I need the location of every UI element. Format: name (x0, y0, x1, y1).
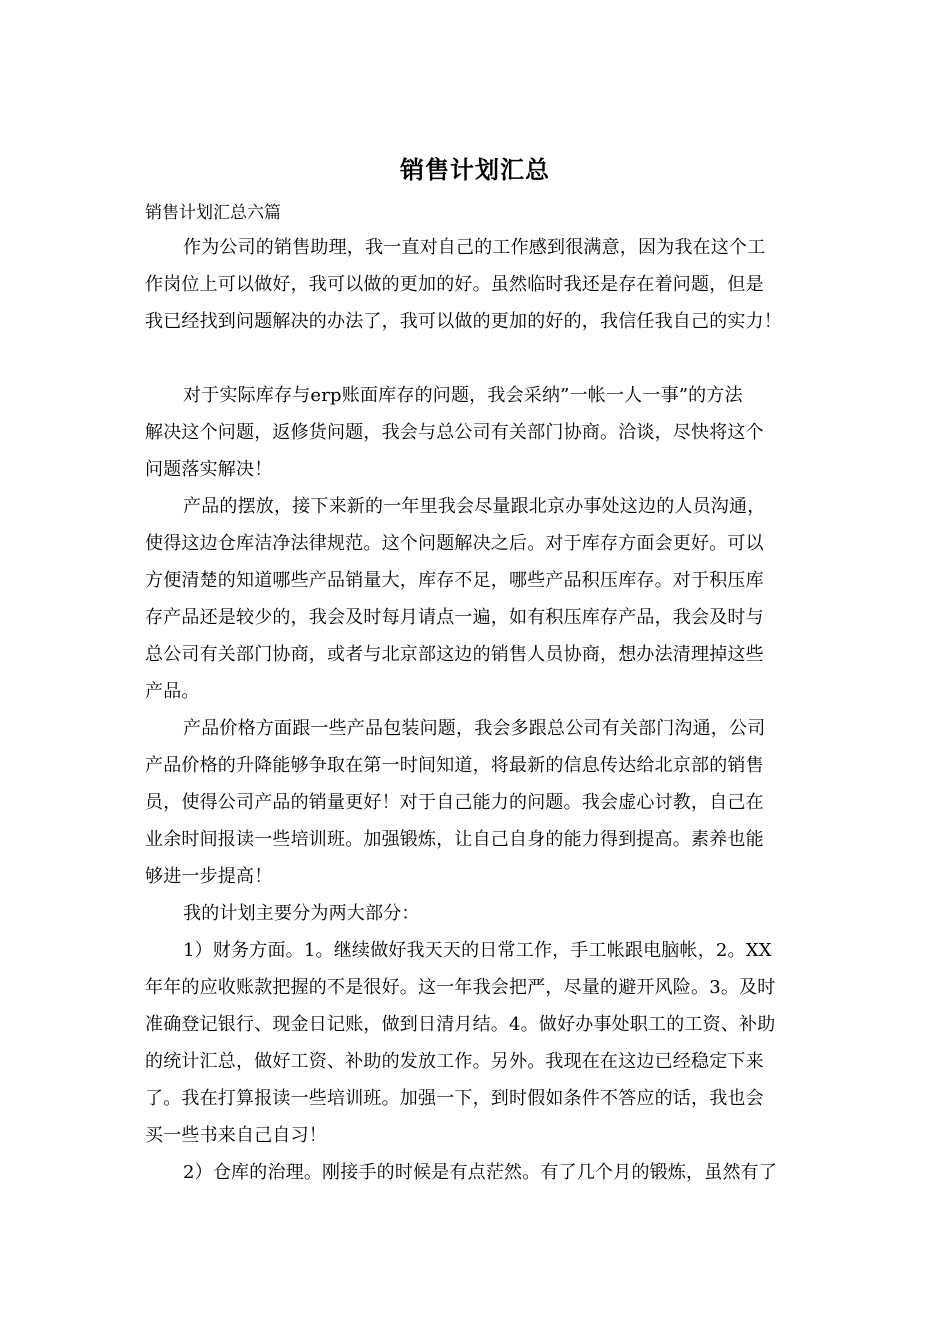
paragraph-line: 1）财务方面。1。继续做好我天天的日常工作，手工帐跟电脑帐，2。XX (183, 940, 772, 961)
paragraph-line: 解决这个问题，返修货问题，我会与总公司有关部门协商。洽谈，尽快将这个 (145, 422, 764, 443)
paragraph-line: 了。我在打算报读一些培训班。加强一下，到时假如条件不答应的话，我也会 (145, 1088, 764, 1109)
paragraph-line: 产品价格方面跟一些产品包装问题，我会多跟总公司有关部门沟通，公司 (183, 718, 766, 739)
paragraph-line: 买一些书来自己自习！ (145, 1125, 327, 1146)
paragraph-line: 产品价格的升降能够争取在第一时间知道，将最新的信息传达给北京部的销售 (145, 755, 764, 776)
paragraph-line: 使得这边仓库洁净法律规范。这个问题解决之后。对于库存方面会更好。可以 (145, 533, 764, 554)
document-subtitle: 销售计划汇总六篇 (145, 203, 281, 223)
paragraph-line: 作为公司的销售助理，我一直对自己的工作感到很满意，因为我在这个工 (183, 237, 766, 258)
paragraph-line: 作岗位上可以做好，我可以做的更加的好。虽然临时我还是存在着问题，但是 (145, 274, 764, 295)
paragraph (145, 710, 825, 895)
paragraph-line: 业余时间报读一些培训班。加强锻炼，让自己自身的能力得到提高。素养也能 (145, 829, 764, 850)
paragraph-line: 对于实际库存与erp账面库存的问题，我会采纳”一帐一人一事”的方法 (183, 385, 743, 406)
paragraph-line: 准确登记银行、现金日记账，做到日清月结。4。做好办事处职工的工资、补助 (145, 1014, 776, 1035)
paragraph (145, 377, 825, 488)
paragraph-line: 存产品还是较少的，我会及时每月请点一遍，如有积压库存产品，我会及时与 (145, 607, 764, 628)
paragraph-line: 年年的应收账款把握的不是很好。这一年我会把严，尽量的避开风险。3。及时 (145, 977, 776, 998)
paragraph-line: 员，使得公司产品的销量更好！对于自己能力的问题。我会虚心讨教，自己在 (145, 792, 764, 813)
paragraph-line: 问题落实解决！ (145, 459, 273, 480)
paragraph (145, 895, 825, 932)
blank-line (145, 340, 825, 377)
paragraph-line: 我的计划主要分为两大部分： (183, 903, 420, 924)
document-body (145, 197, 825, 1191)
document-title: 销售计划汇总 (400, 155, 550, 184)
paragraph-line: 方便清楚的知道哪些产品销量大，库存不足，哪些产品积压库存。对于积压库 (145, 570, 764, 591)
paragraph-line: 的统计汇总，做好工资、补助的发放工作。另外。我现在在这边已经稳定下来 (145, 1051, 764, 1072)
paragraph (145, 229, 825, 340)
paragraph-line: 2）仓库的治理。刚接手的时候是有点茫然。有了几个月的锻炼，虽然有了 (183, 1162, 778, 1183)
paragraph-line: 产品的摆放，接下来新的一年里我会尽量跟北京办事处这边的人员沟通， (183, 496, 766, 517)
paragraph (145, 932, 825, 1154)
paragraph-line: 总公司有关部门协商，或者与北京部这边的销售人员协商，想办法清理掉这些 (145, 644, 764, 665)
paragraph-line: 产品。 (145, 681, 200, 702)
paragraph (145, 488, 825, 710)
paragraph-line: 够进一步提高！ (145, 866, 273, 887)
paragraph (145, 1154, 825, 1191)
paragraph-line: 我已经找到问题解决的办法了，我可以做的更加的好的，我信任我自己的实力！ (145, 311, 782, 332)
